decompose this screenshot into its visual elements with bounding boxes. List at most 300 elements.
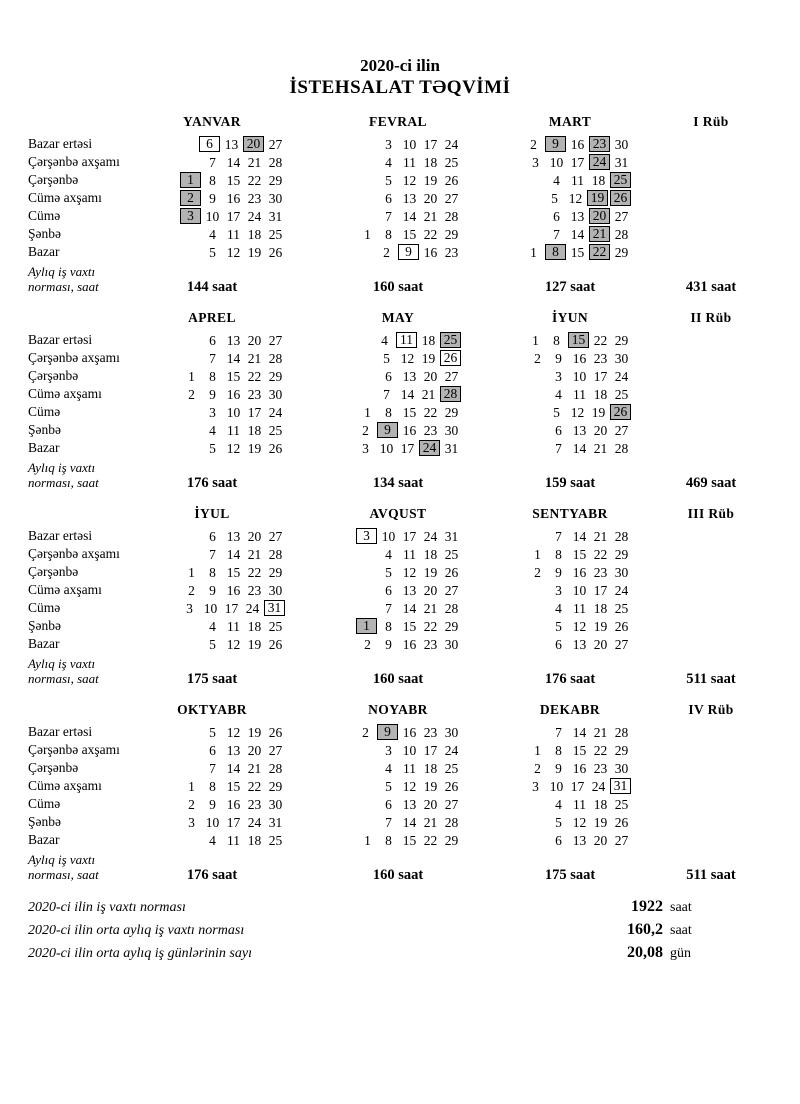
day-number: 4 [555,796,562,812]
day-number: 18 [423,760,438,776]
quarter-block [0,114,800,296]
weekday-row [0,153,800,171]
day-number: 6 [385,796,392,812]
day-number: 20 [243,136,264,152]
day-number: 19 [423,172,438,188]
weekday-label: Cümə axşamı [28,386,102,401]
day-number: 20 [423,190,438,206]
day-number: 20 [593,832,608,848]
month-day-cells [312,797,484,812]
month-day-cells [484,815,656,830]
month-name-row [0,114,800,130]
monthly-norm-value: 160 saat [372,671,424,687]
day-number: 9 [377,724,398,740]
summary-value: 20,08 [627,944,663,961]
day-number: 24 [614,582,629,598]
day-number: 30 [444,422,459,438]
month-day-cells [312,583,484,598]
monthly-norm-value: 160 saat [372,867,424,883]
weekday-rows [0,135,800,261]
day-number: 25 [268,226,283,242]
weekday-label: Cümə axşamı [28,582,102,597]
day-number: 3 [555,582,562,598]
day-number: 25 [444,546,459,562]
quarter-name: II Rüb [690,310,732,325]
day-number: 19 [247,636,262,652]
month-day-cells [312,422,484,438]
day-number: 5 [553,404,560,420]
day-number: 30 [444,636,459,652]
day-number: 2 [530,136,537,152]
day-number: 26 [268,636,283,652]
day-number: 20 [589,208,610,224]
day-number: 22 [423,226,438,242]
weekday-label: Çərşənbə axşamı [28,350,120,365]
monthly-norm-label: Aylıq iş vaxtı norması, saat [28,656,99,686]
day-number: 23 [589,136,610,152]
day-number: 20 [247,742,262,758]
day-number: 13 [572,422,587,438]
day-number: 11 [227,422,240,438]
day-number: 6 [199,136,220,152]
day-number: 18 [247,618,262,634]
day-number: 22 [593,332,608,348]
day-number: 18 [593,796,608,812]
monthly-norm-value: 160 saat [372,279,424,295]
day-number: 26 [614,814,629,830]
month-day-cells [484,547,656,562]
day-number: 12 [402,564,417,580]
summary-unit: gün [670,946,691,961]
day-number: 28 [614,226,629,242]
day-number: 4 [209,618,216,634]
monthly-norm-row [0,461,800,492]
day-number: 3 [209,404,216,420]
day-number: 21 [247,350,262,366]
day-number: 5 [209,440,216,456]
month-day-cells [484,404,656,420]
day-number: 17 [423,136,438,152]
weekday-label: Bazar ertəsi [28,724,93,739]
month-day-cells [112,529,312,544]
day-number: 31 [264,600,285,616]
day-number: 20 [423,368,438,384]
day-number: 9 [555,350,562,366]
day-number: 29 [268,778,283,794]
day-number: 14 [226,546,241,562]
day-number: 17 [400,440,415,456]
day-number: 1 [534,546,541,562]
day-number: 1 [364,404,371,420]
weekday-row [0,403,800,421]
day-number: 17 [402,528,417,544]
day-number: 14 [402,208,417,224]
day-number: 1 [356,618,377,634]
summary-section [0,898,800,967]
day-number: 22 [593,742,608,758]
month-day-cells [312,244,484,260]
day-number: 7 [555,528,562,544]
month-day-cells [112,815,312,830]
day-number: 4 [209,832,216,848]
day-number: 11 [227,226,240,242]
day-number: 9 [555,760,562,776]
month-day-cells [484,833,656,848]
day-number: 4 [385,760,392,776]
monthly-norm-row [0,265,800,296]
day-number: 29 [614,742,629,758]
weekday-label: Cümə axşamı [28,190,102,205]
day-number: 22 [593,546,608,562]
day-number: 7 [383,386,390,402]
day-number: 22 [247,778,262,794]
day-number: 29 [614,332,629,348]
weekday-row [0,135,800,153]
day-number: 11 [571,172,584,188]
day-number: 25 [614,600,629,616]
day-number: 15 [402,404,417,420]
day-number: 14 [572,528,587,544]
day-number: 29 [444,618,459,634]
day-number: 10 [205,208,220,224]
day-number: 29 [268,564,283,580]
month-day-cells [312,618,484,634]
month-name: FEVRAL [369,114,427,129]
day-number: 24 [423,528,438,544]
day-number: 22 [423,404,438,420]
day-number: 9 [209,796,216,812]
day-number: 7 [555,724,562,740]
day-number: 24 [247,814,262,830]
month-day-cells [112,405,312,420]
day-number: 26 [440,350,461,366]
month-day-cells [112,227,312,242]
day-number: 21 [421,386,436,402]
month-day-cells [112,155,312,170]
title-line-2: İSTEHSALAT TƏQVİMİ [289,77,511,99]
monthly-norm-label: Aylıq iş vaxtı norması, saat [28,264,99,294]
day-number: 22 [247,172,262,188]
weekday-label: Çərşənbə [28,368,79,383]
day-number: 1 [180,172,201,188]
month-name: İYUN [551,310,589,325]
weekday-rows [0,527,800,653]
day-number: 31 [610,778,631,794]
day-number: 27 [444,368,459,384]
day-number: 23 [247,386,262,402]
day-number: 14 [226,760,241,776]
month-day-cells [484,172,656,188]
weekday-row [0,617,800,635]
weekday-row [0,207,800,225]
day-number: 14 [226,350,241,366]
day-number: 5 [551,190,558,206]
month-day-cells [112,583,312,598]
day-number: 6 [553,208,560,224]
day-number: 14 [572,724,587,740]
day-number: 28 [614,724,629,740]
day-number: 9 [398,244,419,260]
day-number: 6 [209,332,216,348]
day-number: 17 [423,742,438,758]
day-number: 13 [402,368,417,384]
quarter-block [0,310,800,492]
month-day-cells [312,440,484,456]
day-number: 30 [268,796,283,812]
weekday-rows [0,723,800,849]
day-number: 13 [570,208,585,224]
day-number: 5 [385,172,392,188]
day-number: 19 [591,404,606,420]
day-number: 19 [587,190,608,206]
day-number: 2 [383,244,390,260]
day-number: 31 [268,208,283,224]
day-number: 27 [268,136,283,152]
weekday-label: Şənbə [28,814,61,829]
day-number: 8 [385,404,392,420]
weekday-label: Çərşənbə [28,172,79,187]
day-number: 8 [209,778,216,794]
day-number: 17 [224,600,239,616]
quarter-total-value: 431 saat [685,279,737,295]
day-number: 13 [572,832,587,848]
day-number: 23 [444,244,459,260]
weekday-row [0,563,800,581]
day-number: 8 [209,368,216,384]
month-day-cells [484,423,656,438]
day-number: 3 [186,600,193,616]
day-number: 24 [589,154,610,170]
day-number: 24 [247,208,262,224]
day-number: 2 [364,636,371,652]
day-number: 6 [209,742,216,758]
weekday-row [0,421,800,439]
day-number: 11 [573,796,586,812]
month-day-cells [312,191,484,206]
quarter-name: IV Rüb [688,702,734,717]
day-number: 27 [444,190,459,206]
day-number: 7 [209,154,216,170]
day-number: 9 [385,636,392,652]
day-number: 17 [570,154,585,170]
month-day-cells [312,173,484,188]
month-day-cells [312,405,484,420]
day-number: 4 [381,332,388,348]
day-number: 15 [570,244,585,260]
day-number: 23 [423,636,438,652]
day-number: 19 [421,350,436,366]
day-number: 21 [423,600,438,616]
weekday-label: Bazar ertəsi [28,528,93,543]
day-number: 2 [362,724,369,740]
day-number: 10 [203,600,218,616]
month-day-cells [484,369,656,384]
day-number: 22 [247,564,262,580]
day-number: 7 [209,760,216,776]
day-number: 7 [385,600,392,616]
summary-unit: saat [670,923,692,938]
day-number: 7 [209,546,216,562]
month-day-cells [484,778,656,794]
month-day-cells [484,637,656,652]
day-number: 15 [226,172,241,188]
day-number: 24 [444,136,459,152]
month-day-cells [484,797,656,812]
day-number: 11 [403,546,416,562]
weekday-row [0,225,800,243]
day-number: 3 [532,778,539,794]
day-number: 9 [545,136,566,152]
day-number: 25 [444,154,459,170]
day-number: 10 [572,582,587,598]
day-number: 22 [589,244,610,260]
weekday-label: Bazar [28,636,60,651]
weekday-label: Şənbə [28,226,61,241]
day-number: 23 [593,564,608,580]
day-number: 1 [364,226,371,242]
day-number: 26 [444,564,459,580]
day-number: 14 [226,154,241,170]
day-number: 24 [614,368,629,384]
production-calendar-page [0,55,800,1104]
month-day-cells [112,351,312,366]
day-number: 17 [570,778,585,794]
day-number: 5 [209,244,216,260]
month-day-cells [112,333,312,348]
day-number: 4 [553,172,560,188]
day-number: 24 [591,778,606,794]
weekday-row [0,635,800,653]
day-number: 12 [572,814,587,830]
summary-row [28,944,800,967]
month-day-cells [484,619,656,634]
day-number: 18 [247,422,262,438]
title-line-1: 2020-ci ilin [360,56,440,75]
weekday-row [0,599,800,617]
day-number: 24 [245,600,260,616]
day-number: 29 [444,226,459,242]
day-number: 28 [268,154,283,170]
weekday-label: Bazar [28,832,60,847]
day-number: 16 [572,564,587,580]
day-number: 2 [188,796,195,812]
day-number: 8 [555,546,562,562]
day-number: 4 [555,386,562,402]
day-number: 1 [188,778,195,794]
day-number: 21 [423,208,438,224]
month-day-cells [484,565,656,580]
monthly-norm-value: 175 saat [186,671,238,687]
day-number: 27 [268,332,283,348]
month-day-cells [112,172,312,188]
month-name: OKTYABR [177,702,247,717]
month-day-cells [312,724,484,740]
day-number: 30 [268,190,283,206]
day-number: 28 [614,440,629,456]
day-number: 3 [356,528,377,544]
day-number: 15 [226,564,241,580]
day-number: 27 [268,528,283,544]
day-number: 12 [226,724,241,740]
day-number: 10 [226,404,241,420]
day-number: 8 [545,244,566,260]
month-day-cells [112,441,312,456]
day-number: 12 [226,636,241,652]
quarter-name: I Rüb [693,114,729,129]
month-day-cells [112,369,312,384]
month-name-row [0,310,800,326]
month-day-cells [312,601,484,616]
day-number: 11 [403,760,416,776]
day-number: 6 [555,832,562,848]
day-number: 18 [591,172,606,188]
day-number: 31 [614,154,629,170]
day-number: 21 [589,226,610,242]
month-day-cells [312,815,484,830]
day-number: 28 [268,760,283,776]
day-number: 9 [555,564,562,580]
month-day-cells [484,226,656,242]
day-number: 28 [444,600,459,616]
day-number: 23 [423,422,438,438]
day-number: 20 [423,582,438,598]
day-number: 27 [444,582,459,598]
day-number: 6 [209,528,216,544]
month-day-cells [484,351,656,366]
day-number: 16 [570,136,585,152]
day-number: 23 [247,190,262,206]
day-number: 29 [614,546,629,562]
day-number: 19 [423,778,438,794]
monthly-norm-value: 159 saat [544,475,596,491]
weekday-row [0,385,800,403]
day-number: 26 [268,244,283,260]
day-number: 18 [593,386,608,402]
month-day-cells [484,244,656,260]
day-number: 26 [610,404,631,420]
day-number: 13 [224,136,239,152]
day-number: 9 [377,422,398,438]
month-name-row [0,702,800,718]
quarters-container [0,114,800,884]
day-number: 19 [593,618,608,634]
weekday-row [0,243,800,261]
day-number: 3 [555,368,562,384]
month-day-cells [312,565,484,580]
monthly-norm-value: 127 saat [544,279,596,295]
day-number: 12 [226,440,241,456]
weekday-label: Bazar ertəsi [28,332,93,347]
day-number: 20 [423,796,438,812]
month-day-cells [112,565,312,580]
weekday-label: Cümə [28,404,61,419]
day-number: 5 [385,778,392,794]
day-number: 16 [226,386,241,402]
day-number: 15 [572,742,587,758]
day-number: 25 [268,618,283,634]
month-day-cells [484,387,656,402]
day-number: 27 [614,208,629,224]
weekday-label: Bazar [28,440,60,455]
day-number: 24 [268,404,283,420]
month-day-cells [312,209,484,224]
weekday-label: Şənbə [28,618,61,633]
day-number: 13 [226,332,241,348]
day-number: 27 [268,742,283,758]
month-day-cells [112,547,312,562]
month-day-cells [112,743,312,758]
month-day-cells [484,154,656,170]
